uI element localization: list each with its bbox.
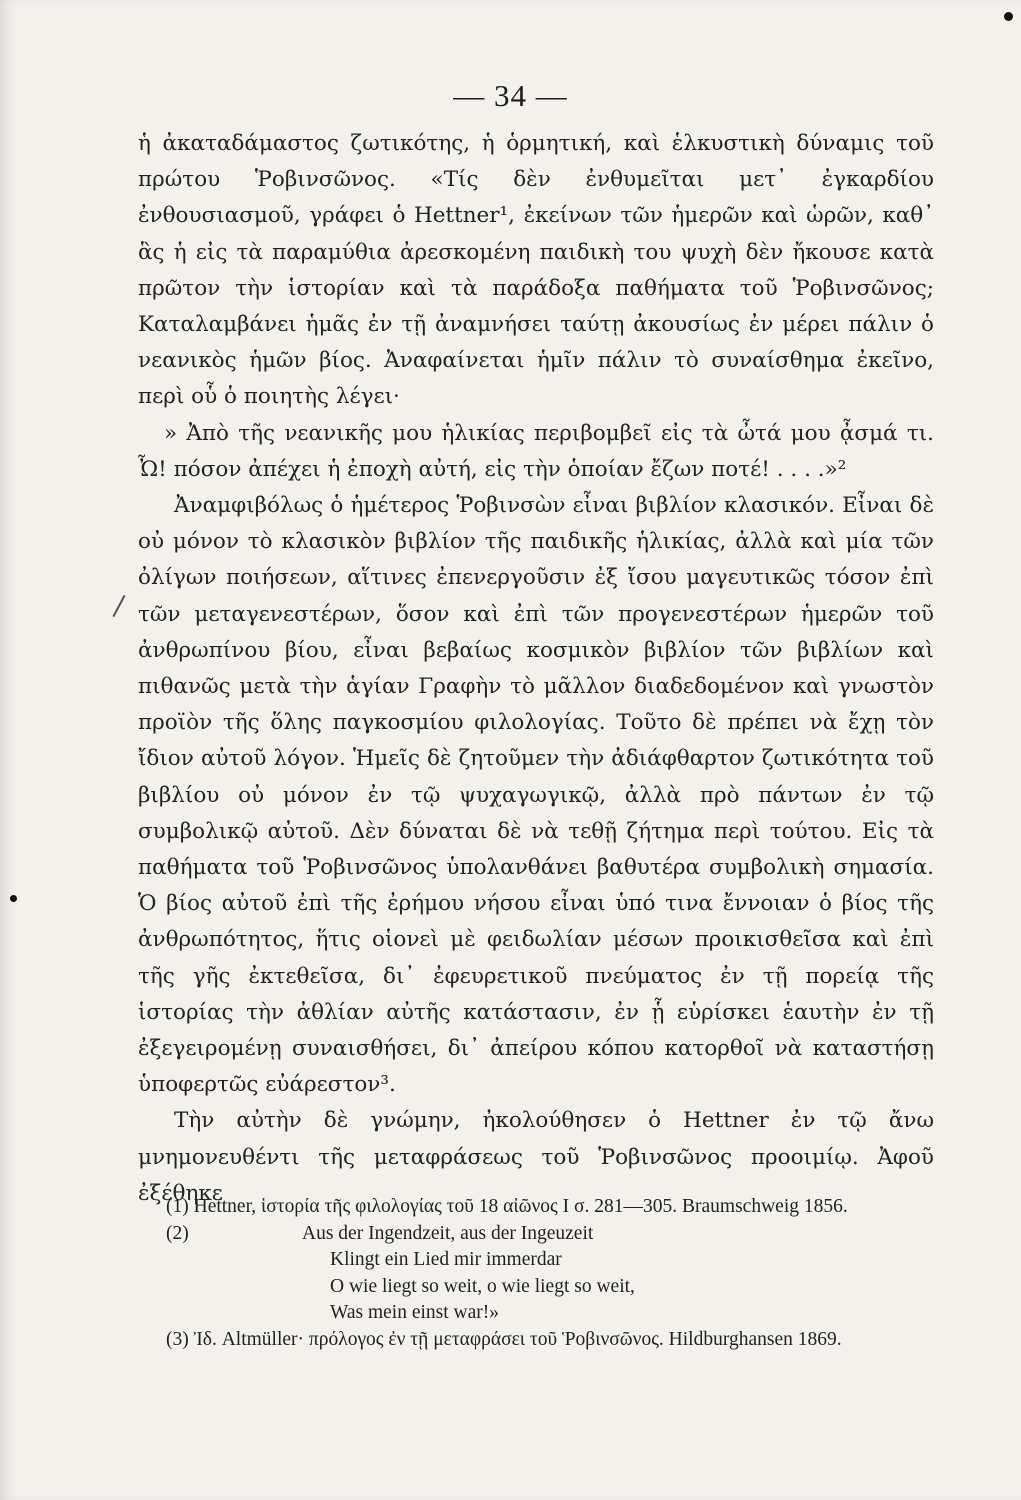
page-number: — 34 — <box>453 78 568 113</box>
footnote-2 <box>138 1221 934 1327</box>
footnote-2-verse-line: Klingt ein Lied mir immerdar <box>330 1249 562 1270</box>
paragraph-hettner-preface: Τὴν αὐτὴν δὲ γνώμην, ἠκολούθησεν ὁ Hettner ἐν τῷ ἄνω μνημονευθέντι τῆς μεταφράσεως τοῦ Ῥοβινσῶνος προοιμίῳ. Ἀφοῦ ἐξέθηκε <box>138 1108 934 1206</box>
footnote-2-label: (2) <box>166 1222 189 1244</box>
main-text <box>138 126 934 1212</box>
paragraph-hettner-quote: ἡ ἀκαταδάμαστος ζωτικότης, ἡ ὁρμητική, καὶ ἑλκυστικὴ δύναμις τοῦ πρώτου Ῥοβινσῶνος. «Τίς δὲν ἐνθυμεῖται μετ᾽ ἐγκαρδίου ἐνθουσιασμοῦ, γράφει ὁ Hettner¹, ἐκείνων τῶν ἡμερῶν καὶ ὡρῶν, καθ᾽ ἃς ἡ εἰς τὰ παραμύθια ἀρεσκομένη παιδικὴ του ψυχὴ δὲν ἤκουσε κατὰ πρῶτον τὴν ἱστορίαν καὶ τὰ παράδοξα παθήματα τοῦ Ῥοβινσῶνος; Καταλαμβάνει ἡμᾶς ἐν τῇ ἀναμνήσει ταύτῃ ἀκουσίως ἐν μέρει πάλιν ὁ νεανικὸς ἡμῶν βίος. Ἀναφαίνεται ἡμῖν πάλιν τὸ συναίσθημα ἐκεῖνο, περὶ οὗ ὁ ποιητὴς λέγει· <box>138 131 934 410</box>
footnote-3: (3) Ἰδ. Altmüller· πρόλογος ἐν τῇ μεταφράσει τοῦ Ῥοβινσῶνος. Hildburghansen 1869. <box>166 1328 842 1350</box>
footnote-2-verse-line: Was mein einst war!» <box>330 1302 500 1323</box>
paragraph-poem-translation: » Ἀπὸ τῆς νεανικῆς μου ἡλικίας περιβομβεῖ εἰς τὰ ὦτά μου ᾆσμά τι. Ὦ! πόσον ἀπέχει ἡ ἐποχὴ αὐτή, εἰς τὴν ὁποίαν ἔζων ποτέ! . . . .»² <box>138 420 934 482</box>
pencil-mark-left-margin <box>112 595 125 617</box>
ink-mark-left-margin <box>10 895 17 902</box>
footnotes <box>138 1194 934 1353</box>
ink-mark-top-right <box>1004 12 1013 21</box>
footnote-2-verse-line: Aus der Ingendzeit, aus der Ingeuzeit <box>302 1222 594 1244</box>
footnote-2-verse-line: O wie liegt so weit, o wie liegt so weit, <box>330 1275 635 1297</box>
paragraph-classic-book: Ἀναμφιβόλως ὁ ἡμέτερος Ῥοβινσὼν εἶναι βιβλίον κλασικόν. Εἶναι δὲ οὐ μόνον τὸ κλασικὸν βιβλίον τῆς παιδικῆς ἡλικίας, ἀλλὰ καὶ μία τῶν ὀλίγων ποιήσεων, αἵτινες ἐπενεργοῦσιν ἐξ ἴσου μαγευτικῶς τόσον ἐπὶ τῶν μεταγενεστέρων, ὅσον καὶ ἐπὶ τῶν προγενεστέρων ἡμερῶν τοῦ ἀνθρωπίνου βίου, εἶναι βεβαίως κοσμικὸν βιβλίον τῶν βιβλίων καὶ πιθανῶς μετὰ τὴν ἁγίαν Γραφὴν τὸ μᾶλλον διαδεδομένον καὶ γνωστὸν προϊὸν τῆς ὅλης παγκοσμίου φιλολογίας. Τοῦτο δὲ πρέπει νὰ ἔχῃ τὸν ἴδιον αὐτοῦ λόγον. Ἡμεῖς δὲ ζητοῦμεν τὴν ἀδιάφθαρτον ζωτικότητα τοῦ βιβλίου οὐ μόνον ἐν τῷ ψυχαγωγικῷ, ἀλλὰ πρὸ πάντων ἐν τῷ συμβολικῷ αὐτοῦ. Δὲν δύναται δὲ νὰ τεθῇ ζήτημα περὶ τούτου. Εἰς τὰ παθήματα τοῦ Ῥοβινσῶνος ὑπολανθάνει βαθυτέρα συμβολικὴ σημασία. Ὁ βίος αὐτοῦ ἐπὶ τῆς ἐρήμου νήσου εἶναι ὑπό τινα ἔννοιαν ὁ βίος τῆς ἀνθρωπότητος, ἥτις οἱονεὶ μὲ φειδωλίαν μέσων προικισθεῖσα καὶ ἐπὶ τῆς γῆς ἐκτεθεῖσα, δι᾽ ἐφευρετικοῦ πνεύματος ἐν τῇ πορείᾳ τῆς ἱστορίας τὴν ἀθλίαν αὐτῆς κατάστασιν, ἐν ᾗ εὑρίσκει ἑαυτὴν ἐν τῇ ἐξεγειρομένῃ συναισθήσει, δι᾽ ἀπείρου κόπου κατορθοῖ νὰ καταστήσῃ ὑποφερτῶς εὐάρεστον³. <box>138 493 934 1098</box>
footnote-1: (1) Hettner, ἱστορία τῆς φιλολογίας τοῦ 18 αἰῶνος I σ. 281—305. Braumschweig 1856. <box>166 1196 848 1217</box>
